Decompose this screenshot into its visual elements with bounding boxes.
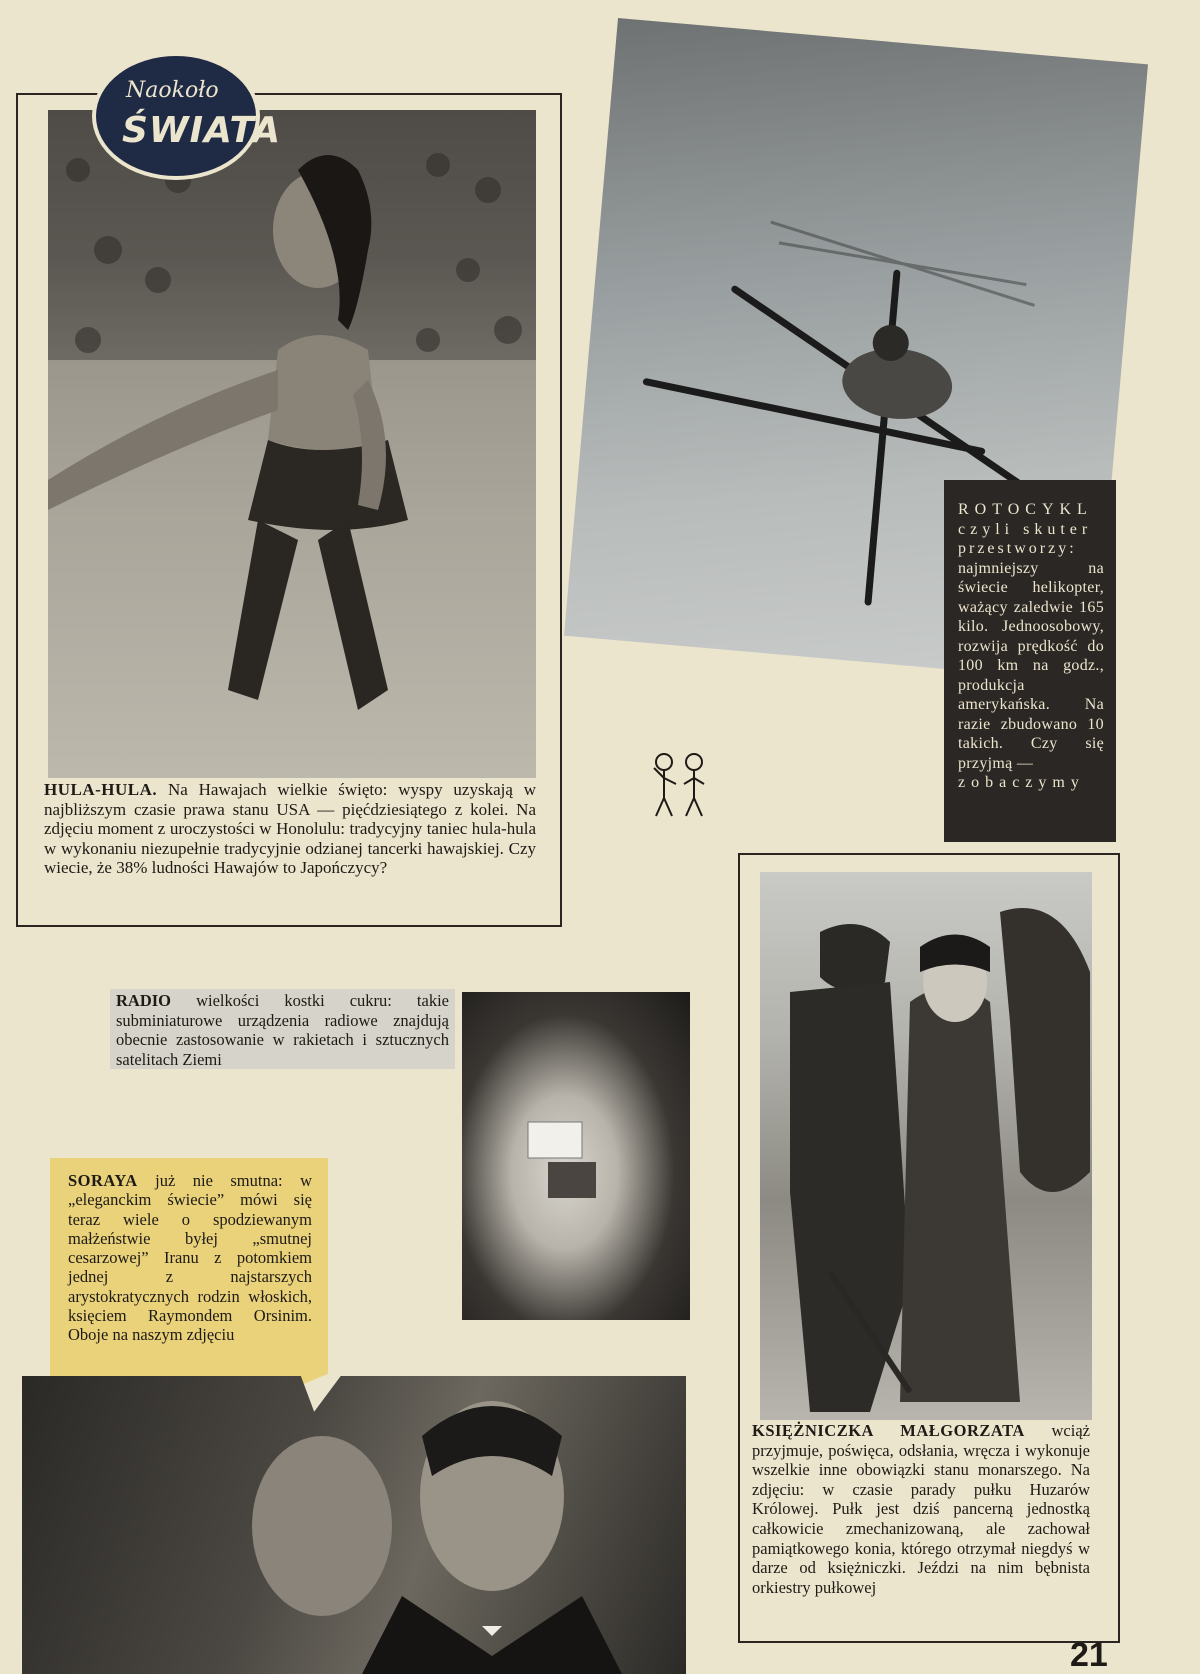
cartoon-figures-icon [650,748,710,820]
radio-caption-box [110,989,455,1069]
soraya-photo [22,1376,686,1674]
rotocykl-body: najmniejszy na świecie helikopter, ważący zaledwie 165 kilo. Jednoosobowy, rozwija prędkość do 100 km na godz., produkcja amerykańska. Na razie zbudowano 10 takich. Czy się przyjmą — [958,559,1104,772]
radio-body: wielkości kostki cukru: takie subminiaturowe urządzenia radiowe znajdują obecnie zastosowanie w rakietach i sztucznych satelitach Ziemi [116,991,449,1069]
hand-radio-illustration [462,992,690,1320]
soraya-caption [68,1171,312,1345]
rotocykl-tail: zobaczymy [958,774,1085,791]
soraya-headline: SORAYA [68,1171,138,1190]
rotocykl-headline: ROTOCYKL [958,501,1093,518]
malgorzata-photo [760,872,1092,1420]
masthead-logo [96,56,282,176]
radio-headline: RADIO [116,991,172,1010]
malgorzata-headline: KSIĘŻNICZKA MAŁGORZATA [752,1421,1025,1440]
hula-caption [44,780,536,878]
couple-illustration [22,1376,686,1674]
logo-top-text: Naokoło [126,78,219,103]
parade-illustration [760,872,1092,1420]
hula-dancer-illustration [48,110,536,778]
hula-photo [48,110,536,778]
rotocykl-line3: przestworzy: [958,540,1077,557]
hula-body: Na Hawajach wielkie święto: wyspy uzyskają w najbliższym czasie prawa stanu USA — pięćdziesiątego z kolei. Na zdjęciu moment z uroczystości w Honolulu: tradycyjny taniec hula-hula w wykonaniu niezupełnie tradycyjnie odzianej tancerki hawajskiej. Czy wiecie, że 38% ludności Hawajów to Japończycy? [44,780,536,878]
malgorzata-body: wciąż przyjmuje, poświęca, odsłania, wręcza i wykonuje wszelkie inne obowiązki stanu monarszego. Na zdjęciu: w czasie parady pułku Huzarów Królowej. Pułk jest dziś pancerną jednostką całkowicie zmechanizowaną, ale zachował pamiątkowego konia, którego otrzymał niegdyś w darze od księżniczki. Jeździ na nim bębnista orkiestry pułkowej [752,1421,1090,1597]
logo-bottom-text: ŚWIATA [122,110,282,151]
rotocykl-caption-box [944,480,1116,842]
hula-headline: HULA-HULA. [44,780,158,799]
page-number: 21 [1070,1636,1108,1674]
radio-photo [462,992,690,1320]
malgorzata-caption [752,1421,1090,1597]
soraya-body: już nie smutna: w „eleganckim świecie” mówi się teraz wiele o spodziewanym małżeństwie byłej „smutnej cesarzowej” Iranu z potomkiem jednej z najstarszych arystokratycznych rodzin włoskich, księciem Raymondem Orsinim. Oboje na naszym zdjęciu [68,1171,312,1345]
rotocykl-line2: czyli skuter [958,520,1093,538]
